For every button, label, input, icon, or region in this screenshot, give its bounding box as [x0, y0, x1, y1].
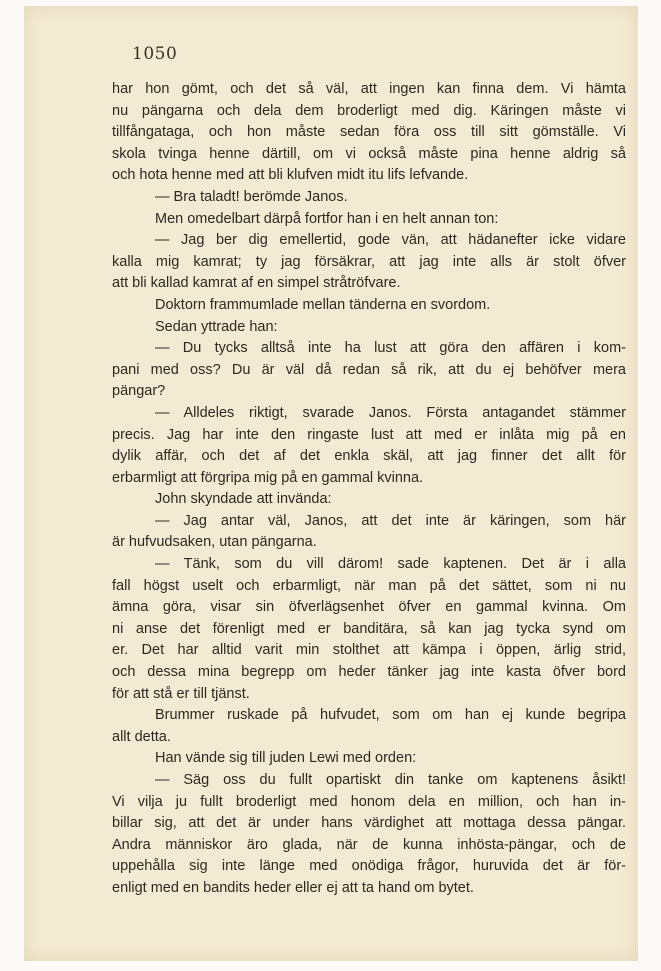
text-line: för att stå er till tjänst.	[112, 685, 250, 702]
text-line: — Jag ber dig emellertid, gode vän, att hädanefter icke vidare	[155, 232, 626, 249]
text-line: Vi vilja ju fullt broderligt med honom dela en million, och han in-	[112, 793, 626, 810]
text-line: fall högst uselt och erbarmligt, när man på det sättet, som ni nu	[112, 577, 626, 594]
text-line: — Bra taladt! berömde Janos.	[155, 188, 348, 205]
text-line: — Tänk, som du vill därom! sade kaptenen. Det är i alla	[155, 556, 626, 573]
text-line: er. Det har alltid varit min stolthet att kämpa i öppen, ärlig strid,	[112, 642, 626, 659]
text-line: Doktorn frammumlade mellan tänderna en svordom.	[155, 296, 491, 313]
book-page	[24, 6, 638, 961]
text-line: tillfångataga, och hon måste sedan föra oss till sitt gömställe. Vi	[112, 124, 626, 141]
text-line: ämna göra, visar sin öfverlägsenhet öfver en gammal kvinna. Om	[112, 599, 626, 616]
text-line: dylik affär, och det af det enkla skäl, att jag finner det allt för	[112, 448, 626, 465]
text-line: enligt med en bandits heder eller ej att ta hand om bytet.	[112, 879, 474, 896]
text-line: — Alldeles riktigt, svarade Janos. Första antagandet stämmer	[155, 404, 626, 421]
text-line: allt detta.	[112, 728, 171, 745]
text-line: — Du tycks alltså inte ha lust att göra den affären i kom-	[155, 340, 626, 357]
text-line: är hufvudsaken, utan pängarna.	[112, 534, 317, 551]
text-line: har hon gömt, och det så väl, att ingen kan finna dem. Vi hämta	[112, 81, 626, 97]
text-line: ni anse det förenligt med er banditära, så kan jag tycka synd om	[112, 620, 626, 637]
text-line: kalla mig kamrat; ty jag försäkrar, att jag inte alls är stolt öfver	[112, 253, 626, 270]
text-line: Sedan yttrade han:	[155, 318, 278, 335]
text-line: nu pängarna och dela dem broderligt med dig. Käringen måste vi	[112, 102, 626, 119]
text-line: uppehålla sig inte länge med onödiga frågor, huruvida det är för-	[112, 858, 626, 875]
text-line: Andra människor äro glada, när de kunna inhösta-pängar, och de	[112, 836, 626, 853]
text-line: pängar?	[112, 383, 166, 400]
text-line: skola tvinga henne därtill, om vi också måste pina henne aldrig så	[112, 145, 626, 162]
text-line: precis. Jag har inte den ringaste lust att med er inlåta mig på en	[112, 426, 626, 443]
text-line: och dessa mina begrepp om heder tänker jag inte kasta öfver bord	[112, 664, 626, 681]
text-line: John skyndade att invända:	[155, 491, 332, 508]
page-body-text	[112, 79, 626, 900]
text-line: att bli kallad kamrat af en simpel stråtröfvare.	[112, 275, 401, 292]
text-line: Han vände sig till juden Lewi med orden:	[155, 750, 417, 767]
text-line: pani med oss? Du är väl då redan så rik, att du ej behöfver mera	[112, 361, 626, 378]
text-line: Brummer ruskade på hufvudet, som om han ej kunde begripa	[155, 707, 626, 724]
text-line: och hota henne med att bli klufven midt itu lifs lefvande.	[112, 167, 469, 184]
text-line: Men omedelbart därpå fortfor han i en helt annan ton:	[155, 210, 499, 227]
page-number: 1050	[132, 44, 178, 64]
text-line: — Säg oss du fullt opartiskt din tanke om kaptenens åsikt!	[155, 772, 626, 788]
text-line: erbarmligt att förgripa mig på en gammal kvinna.	[112, 469, 424, 486]
text-line: — Jag antar väl, Janos, att det inte är käringen, som här	[155, 512, 626, 529]
text-line: billar sig, att det är under hans värdighet att mottaga dessa pängar.	[112, 815, 626, 832]
